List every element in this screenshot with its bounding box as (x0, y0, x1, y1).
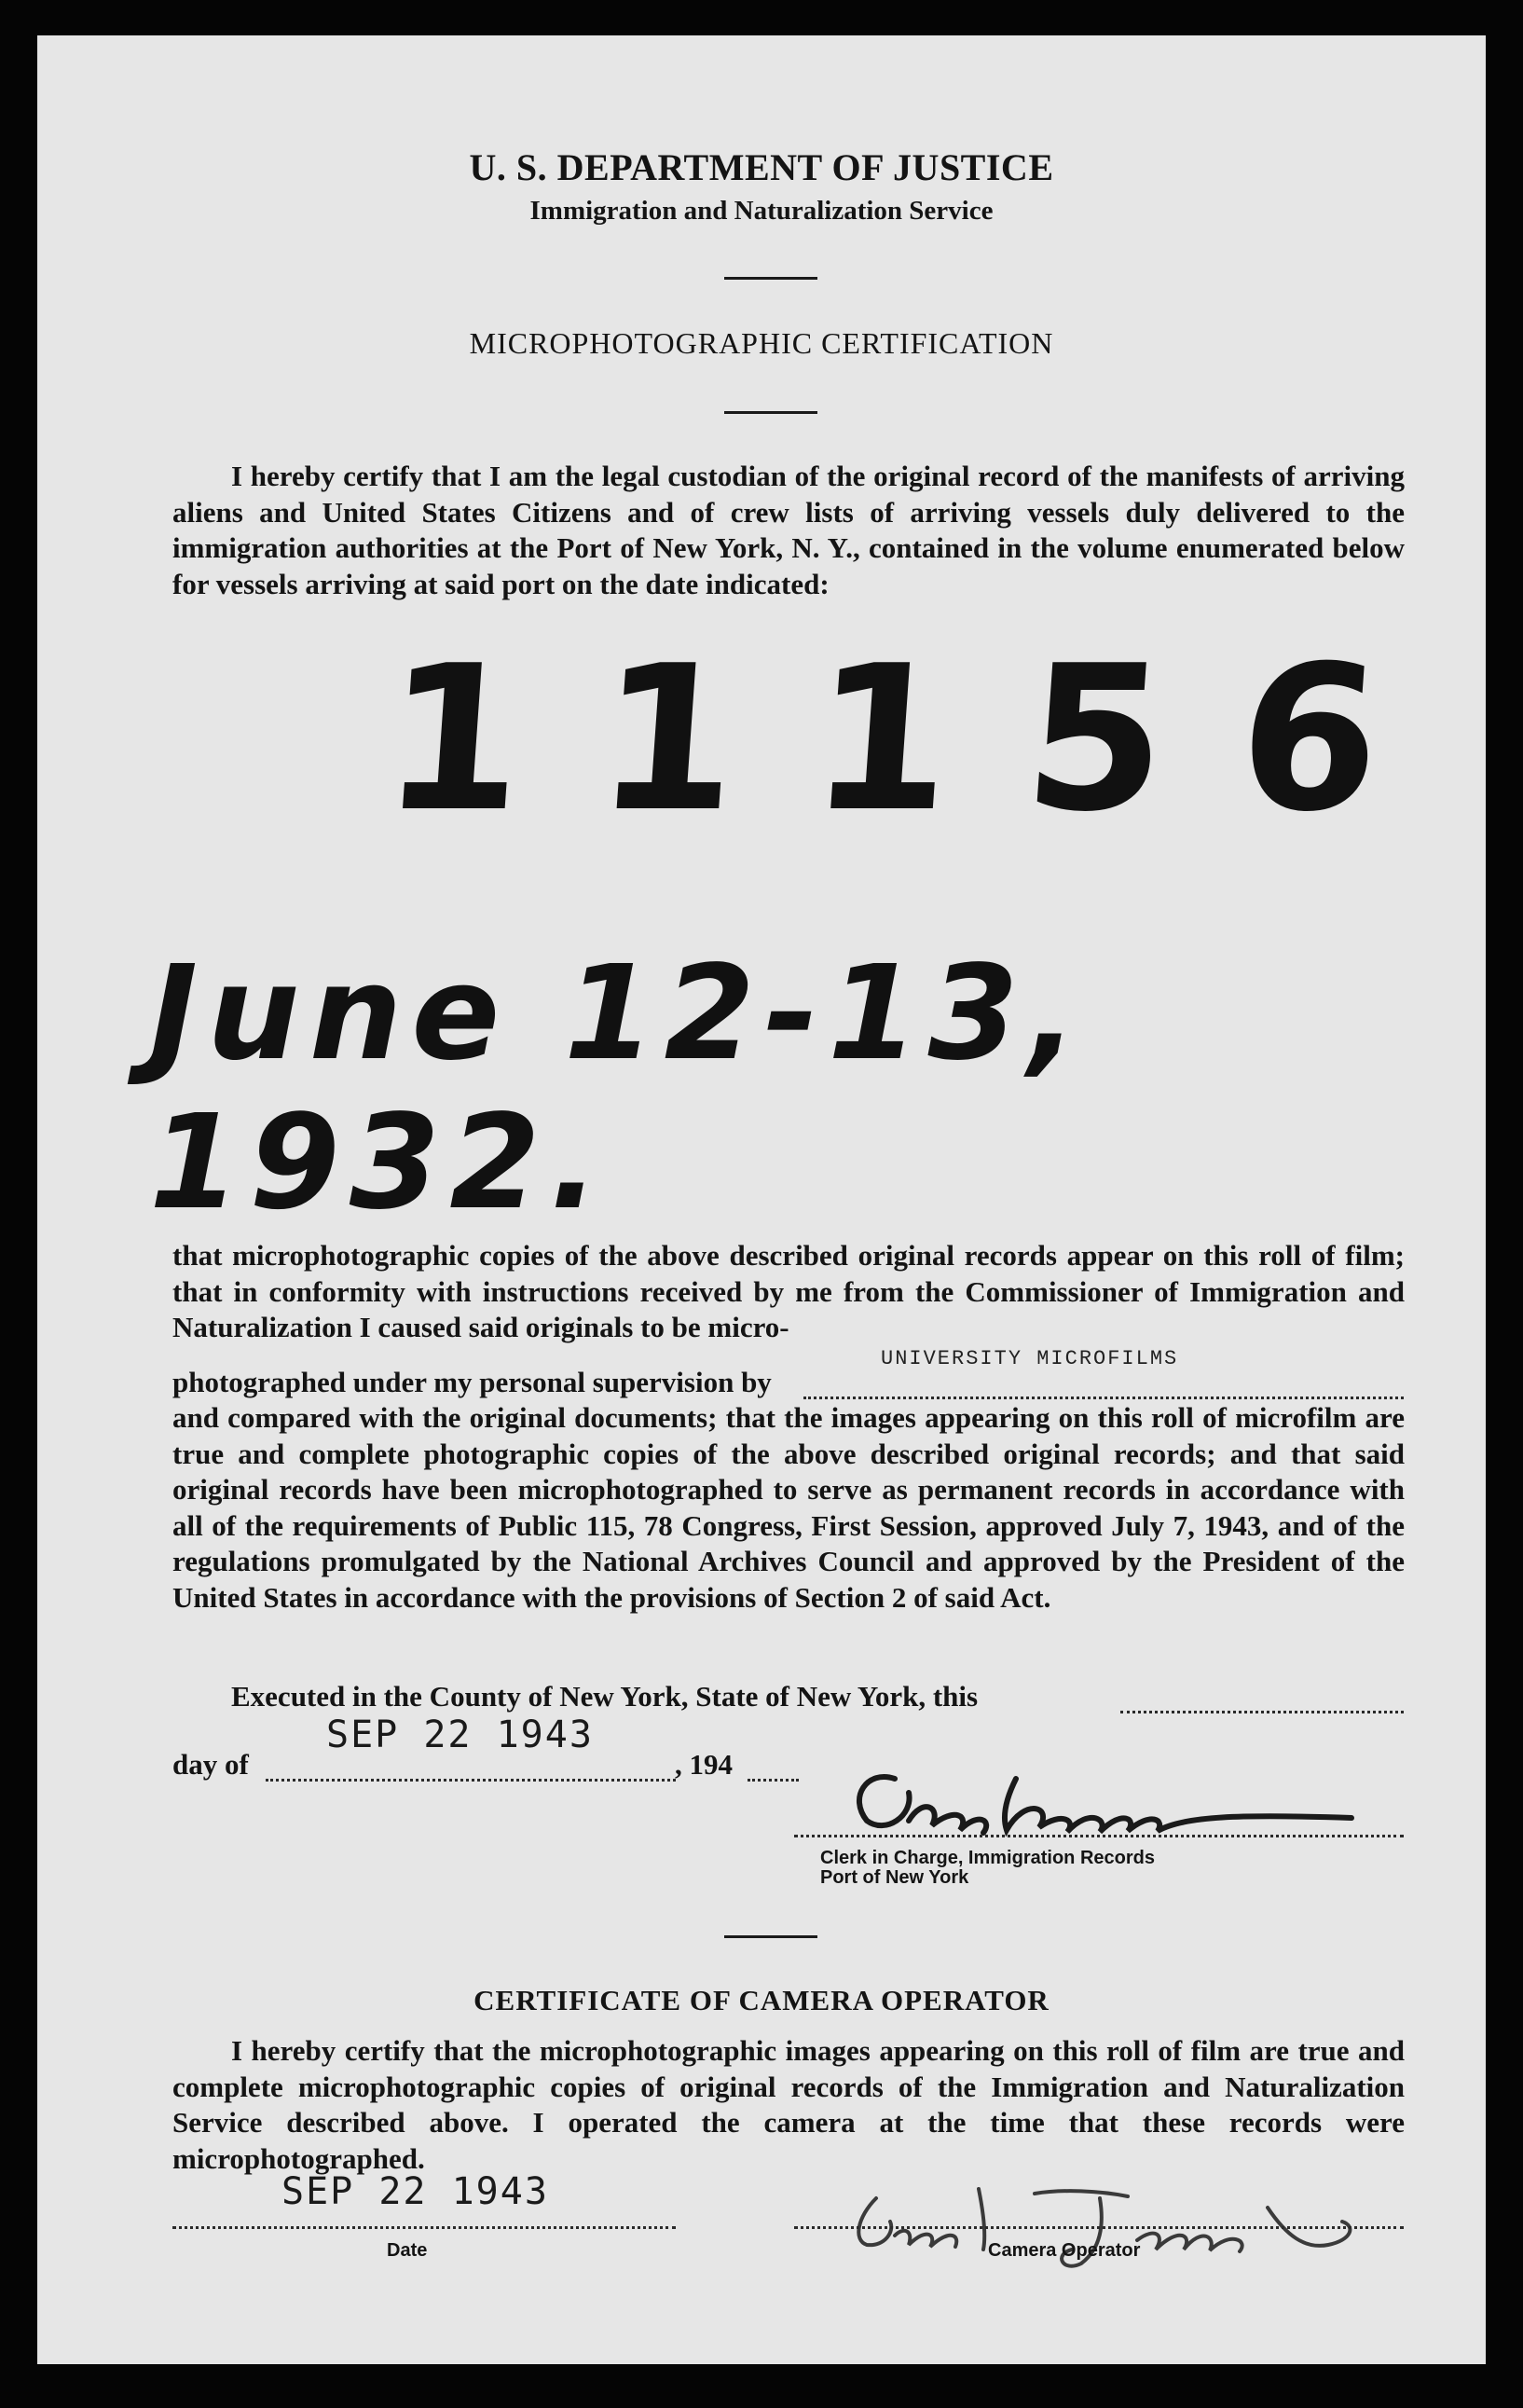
year-suffix: , 194 (675, 1748, 733, 1781)
department-heading: U. S. DEPARTMENT OF JUSTICE (469, 146, 1054, 188)
operator-signature-line (794, 2226, 1404, 2229)
body-paragraph-part2: and compared with the original documents; that the images appearing on this roll of microfilm are true and complete photographic copies of the above described original records; and that said original records have been microphotographed to serve as permanent records in accordance with all of the requirements of Public 115, 78 Congress, First Session, approved July 7, 1943, and of the regulations promulgated by the National Archives Council and approved by the President of the United States in accordance with the provisions of Section 2 of said Act. (172, 1401, 1405, 1614)
camera-operator-title: CERTIFICATE OF CAMERA OPERATOR (473, 1984, 1050, 2016)
supervision-prefix: photographed under my personal supervision by (172, 1366, 772, 1398)
day-of-dotted-line (266, 1779, 676, 1782)
year-dotted-line (748, 1779, 799, 1782)
supervisor-dotted-line (803, 1397, 1404, 1399)
camera-operator-signature (820, 2161, 1398, 2282)
camera-operator-paragraph: I hereby certify that the microphotographic images appearing on this roll of film are true and complete microphotographic copies of original records of the Immigration and Naturalization Service described above. I operated the camera at the time that these records were microphotographed. (172, 2034, 1405, 2175)
execution-date-stamp: SEP 22 1943 (326, 1713, 594, 1756)
divider-rule (724, 411, 817, 414)
certificate-page (37, 35, 1486, 2364)
divider-rule (724, 277, 817, 280)
intro-paragraph: I hereby certify that I am the legal custodian of the original record of the manifests of arriving aliens and United States Citizens and of crew lists of arriving vessels duly delivered to the immigration authorities at the Port of New York, N. Y., contained in the volume enumerated below for vessels arriving at said port on the date indicated: (172, 460, 1405, 600)
clerk-title-line2: Port of New York (820, 1867, 969, 1888)
execution-day-dotted-line (1120, 1711, 1404, 1713)
certification-title: MICROPHOTOGRAPHIC CERTIFICATION (469, 326, 1054, 360)
date-dotted-line (172, 2226, 676, 2229)
clerk-title-line1: Clerk in Charge, Immigration Records (820, 1848, 1155, 1868)
divider-rule (724, 1935, 817, 1938)
body-paragraph-part1: that microphotographic copies of the above described original records appear on this roll of film; that in conformity with instructions received by me from the Commissioner of Immigration and Naturalization I caused said originals to be micro- (172, 1239, 1405, 1343)
execution-line: Executed in the County of New York, State of New York, this (231, 1680, 979, 1713)
date-label: Date (387, 2240, 428, 2261)
handwritten-volume-number: 11156 (376, 622, 1462, 856)
service-subheading: Immigration and Naturalization Service (529, 196, 994, 226)
camera-date-stamp: SEP 22 1943 (281, 2170, 549, 2213)
handwritten-date-range: June 12-13, 1932. (149, 938, 1088, 1239)
supervisor-stamp: UNIVERSITY MICROFILMS (881, 1347, 1179, 1370)
day-of-label: day of (172, 1748, 249, 1781)
clerk-signature (830, 1741, 1389, 1863)
clerk-signature-line (794, 1835, 1404, 1837)
camera-operator-label: Camera Operator (988, 2240, 1141, 2261)
